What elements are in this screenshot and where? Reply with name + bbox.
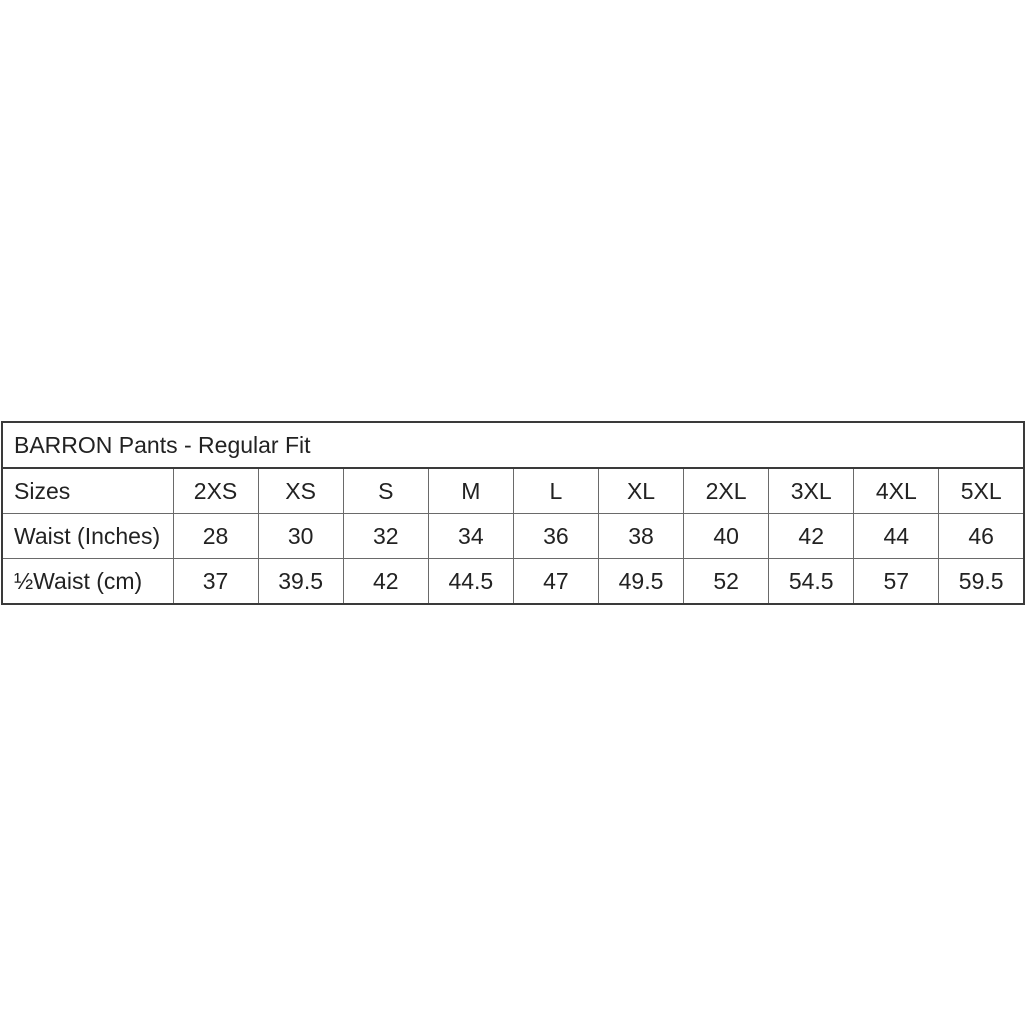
table-cell: 42 (769, 514, 854, 559)
table-cell: 47 (513, 559, 598, 605)
title-row (2, 422, 1024, 468)
sizes-row (2, 468, 1024, 514)
table-cell: 32 (343, 514, 428, 559)
table-cell: XL (598, 468, 683, 514)
row-label: ½Waist (cm) (2, 559, 173, 605)
table-cell: 39.5 (258, 559, 343, 605)
table-cell: 44 (854, 514, 939, 559)
table-cell: 37 (173, 559, 258, 605)
table-cell: 34 (428, 514, 513, 559)
table-cell: 49.5 (598, 559, 683, 605)
table-cell: 30 (258, 514, 343, 559)
table-cell: 54.5 (769, 559, 854, 605)
half-waist-cm-row (2, 559, 1024, 605)
table-cell: 40 (684, 514, 769, 559)
row-label: Waist (Inches) (2, 514, 173, 559)
row-label: Sizes (2, 468, 173, 514)
table-cell: XS (258, 468, 343, 514)
table-cell: 2XL (684, 468, 769, 514)
table-cell: 52 (684, 559, 769, 605)
table-cell: 2XS (173, 468, 258, 514)
table-cell: L (513, 468, 598, 514)
table-cell: 46 (939, 514, 1024, 559)
table-cell: 57 (854, 559, 939, 605)
table-cell: M (428, 468, 513, 514)
table-title: BARRON Pants - Regular Fit (2, 422, 1024, 468)
table-cell: 4XL (854, 468, 939, 514)
table-cell: 59.5 (939, 559, 1024, 605)
table-cell: 36 (513, 514, 598, 559)
table-cell: 28 (173, 514, 258, 559)
table-cell: 3XL (769, 468, 854, 514)
table-cell: 5XL (939, 468, 1024, 514)
size-chart-table (1, 421, 1025, 605)
waist-inches-row (2, 514, 1024, 559)
table-cell: S (343, 468, 428, 514)
table-cell: 42 (343, 559, 428, 605)
table-cell: 38 (598, 514, 683, 559)
table-cell: 44.5 (428, 559, 513, 605)
